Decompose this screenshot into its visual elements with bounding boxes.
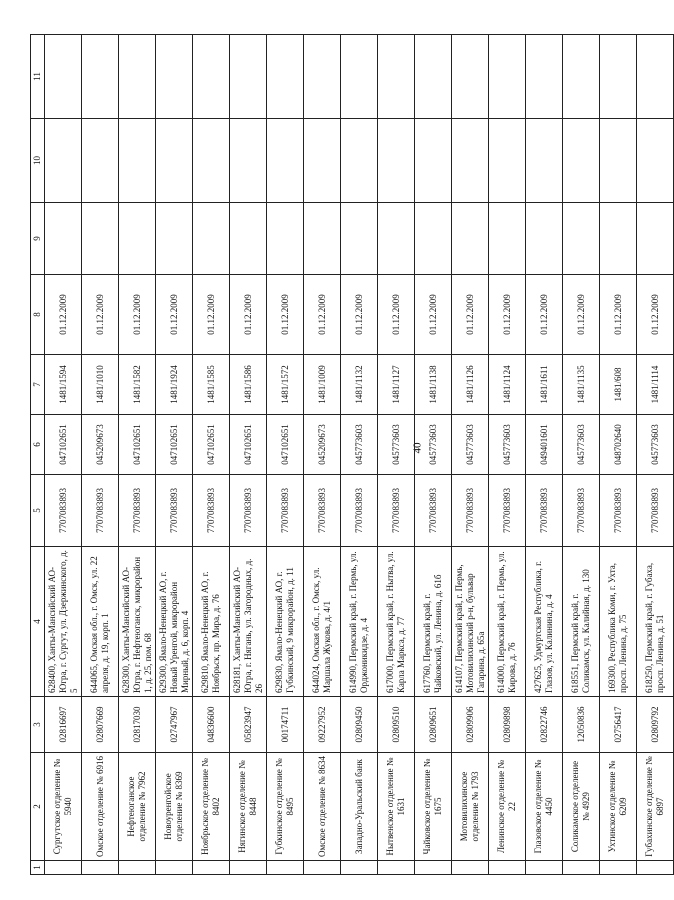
date-cell: 01.12.2009 — [378, 275, 415, 355]
empty-cell — [193, 35, 230, 119]
empty-cell — [637, 119, 674, 203]
empty-cell — [267, 203, 304, 275]
okpo-code-cell: 02747967 — [156, 697, 193, 753]
date-cell: 01.12.2009 — [82, 275, 119, 355]
inn-cell: 7707083893 — [45, 475, 82, 547]
branch-name-cell: Нягинское отделение № 8448 — [230, 753, 267, 861]
address-cell: 614000, Пермский край, г. Пермь, ул. Кирова, д. 76 — [489, 547, 526, 697]
table-row — [489, 35, 526, 875]
inn-cell: 7707083893 — [82, 475, 119, 547]
empty-cell — [378, 203, 415, 275]
empty-cell — [415, 119, 452, 203]
registration-number-cell: 1481/1010 — [82, 355, 119, 415]
empty-cell — [119, 35, 156, 119]
empty-cell — [45, 35, 82, 119]
registration-number-cell: 1481/1009 — [304, 355, 341, 415]
branch-name-cell: Нытвенское отделение № 1631 — [378, 753, 415, 861]
row-number-cell — [563, 861, 600, 875]
inn-cell: 7707083893 — [156, 475, 193, 547]
address-cell: 629830, Ямало-Ненецкий АО, г. Губкинский, 9 микрорайон, д. 11 — [267, 547, 304, 697]
column-header: 6 — [31, 415, 45, 475]
registration-number-cell: 1481/1586 — [230, 355, 267, 415]
branch-name-cell: Ленинское отделение № 22 — [489, 753, 526, 861]
bik-cell: 045209673 — [82, 415, 119, 475]
registration-number-cell: 1481/1594 — [45, 355, 82, 415]
empty-cell — [489, 203, 526, 275]
address-cell: 169300, Республика Коми, г. Ухта, просп. Ленина, д. 75 — [600, 547, 637, 697]
registration-number-cell: 1481/1124 — [489, 355, 526, 415]
branch-name-cell: Нефтеюганское отделение № 7962 — [119, 753, 156, 861]
empty-cell — [304, 119, 341, 203]
column-header: 3 — [31, 697, 45, 753]
branch-name-cell: Ухтинское отделение № 6209 — [600, 753, 637, 861]
bik-cell: 048702640 — [600, 415, 637, 475]
okpo-code-cell: 04836600 — [193, 697, 230, 753]
registration-number-cell: 1481/1126 — [452, 355, 489, 415]
okpo-code-cell: 02809510 — [378, 697, 415, 753]
address-cell: 629810, Ямало-Ненецкий АО, г. Ноябрьск, пр. Мира, д. 76 — [193, 547, 230, 697]
empty-cell — [230, 119, 267, 203]
bik-cell: 047102651 — [230, 415, 267, 475]
address-cell: 628181, Ханты-Мансийский АО-Югра, г. Нягань, ул. Загородных, д. 26 — [230, 547, 267, 697]
row-number-cell — [267, 861, 304, 875]
branch-name-cell: Губкинское отделение № 8495 — [267, 753, 304, 861]
inn-cell: 7707083893 — [230, 475, 267, 547]
table-row — [230, 35, 267, 875]
table-row — [119, 35, 156, 875]
inn-cell: 7707083893 — [563, 475, 600, 547]
row-number-cell — [82, 861, 119, 875]
date-cell: 01.12.2009 — [267, 275, 304, 355]
registration-number-cell: 1481/1114 — [637, 355, 674, 415]
empty-cell — [526, 35, 563, 119]
branches-table — [30, 34, 674, 875]
row-number-cell — [600, 861, 637, 875]
okpo-code-cell: 02756417 — [600, 697, 637, 753]
row-number-cell — [526, 861, 563, 875]
empty-cell — [600, 119, 637, 203]
address-cell: 644065, Омская обл., г. Омск, ул. 22 апреля, д. 19, корп. 1 — [82, 547, 119, 697]
branch-name-cell: Глазовское отделение № 4450 — [526, 753, 563, 861]
page-number: 40 — [411, 442, 424, 454]
empty-cell — [82, 119, 119, 203]
rotated-table-container — [30, 35, 665, 875]
bik-cell: 049401601 — [526, 415, 563, 475]
registration-number-cell: 1481/1135 — [563, 355, 600, 415]
row-number-cell — [230, 861, 267, 875]
table-row — [378, 35, 415, 875]
date-cell: 01.12.2009 — [452, 275, 489, 355]
okpo-code-cell: 02822746 — [526, 697, 563, 753]
branch-name-cell: Ноябрьское отделение № 8402 — [193, 753, 230, 861]
bik-cell: 045773603 — [637, 415, 674, 475]
registration-number-cell: 1481/608 — [600, 355, 637, 415]
column-header: 5 — [31, 475, 45, 547]
column-header: 1 — [31, 861, 45, 875]
inn-cell: 7707083893 — [193, 475, 230, 547]
empty-cell — [489, 119, 526, 203]
empty-cell — [452, 35, 489, 119]
table-row — [267, 35, 304, 875]
branch-name-cell: Новоуренгойское отделение № 8369 — [156, 753, 193, 861]
table-row — [341, 35, 378, 875]
table-row — [156, 35, 193, 875]
branch-name-cell: Сургутское отделение № 5940 — [45, 753, 82, 861]
registration-number-cell: 1481/1924 — [156, 355, 193, 415]
okpo-code-cell: 12050836 — [563, 697, 600, 753]
column-header: 7 — [31, 355, 45, 415]
bik-cell: 045209673 — [304, 415, 341, 475]
empty-cell — [563, 35, 600, 119]
date-cell: 01.12.2009 — [119, 275, 156, 355]
bik-cell: 045773603 — [378, 415, 415, 475]
column-header: 9 — [31, 203, 45, 275]
row-number-cell — [378, 861, 415, 875]
empty-cell — [378, 119, 415, 203]
branch-name-cell: Мотовилихинское отделение № 1793 — [452, 753, 489, 861]
table-body — [45, 35, 674, 875]
inn-cell: 7707083893 — [341, 475, 378, 547]
column-header: 11 — [31, 35, 45, 119]
row-number-cell — [193, 861, 230, 875]
inn-cell: 7707083893 — [378, 475, 415, 547]
column-header: 10 — [31, 119, 45, 203]
okpo-code-cell: 02809651 — [415, 697, 452, 753]
inn-cell: 7707083893 — [119, 475, 156, 547]
inn-cell: 7707083893 — [267, 475, 304, 547]
empty-cell — [45, 203, 82, 275]
registration-number-cell: 1481/1611 — [526, 355, 563, 415]
table-row — [82, 35, 119, 875]
date-cell: 01.12.2009 — [45, 275, 82, 355]
address-cell: 618551, Пермский край, г. Соликамск, ул. Калийная, д. 130 — [563, 547, 600, 697]
empty-cell — [341, 203, 378, 275]
bik-cell: 045773603 — [563, 415, 600, 475]
empty-cell — [378, 35, 415, 119]
empty-cell — [45, 119, 82, 203]
empty-cell — [600, 35, 637, 119]
address-cell: 427625, Удмуртская Республика, г. Глазов, ул. Калинина, д. 4 — [526, 547, 563, 697]
bik-cell: 047102651 — [267, 415, 304, 475]
okpo-code-cell: 02809906 — [452, 697, 489, 753]
address-cell: 617760, Пермский край, г. Чайковский, ул. Ленина, д. 61б — [415, 547, 452, 697]
empty-cell — [563, 203, 600, 275]
empty-cell — [230, 35, 267, 119]
date-cell: 01.12.2009 — [637, 275, 674, 355]
inn-cell: 7707083893 — [415, 475, 452, 547]
empty-cell — [119, 119, 156, 203]
date-cell: 01.12.2009 — [304, 275, 341, 355]
registration-number-cell: 1481/1585 — [193, 355, 230, 415]
registration-number-cell: 1481/1582 — [119, 355, 156, 415]
date-cell: 01.12.2009 — [415, 275, 452, 355]
empty-cell — [193, 119, 230, 203]
inn-cell: 7707083893 — [600, 475, 637, 547]
table-row — [452, 35, 489, 875]
address-cell: 629300, Ямало-Ненецкий АО, г. Новый Уренгой, микрорайон Мирный, д. 6, корп. 4 — [156, 547, 193, 697]
empty-cell — [600, 203, 637, 275]
branch-name-cell: Чайковское отделение № 1675 — [415, 753, 452, 861]
empty-cell — [193, 203, 230, 275]
registration-number-cell: 1481/1138 — [415, 355, 452, 415]
row-number-cell — [156, 861, 193, 875]
okpo-code-cell: 00174711 — [267, 697, 304, 753]
empty-cell — [230, 203, 267, 275]
empty-cell — [304, 203, 341, 275]
inn-cell: 7707083893 — [489, 475, 526, 547]
empty-cell — [82, 203, 119, 275]
header-row — [31, 35, 45, 875]
okpo-code-cell: 02809898 — [489, 697, 526, 753]
okpo-code-cell: 02807669 — [82, 697, 119, 753]
address-cell: 644024, Омская обл., г. Омск, ул. Маршала Жукова, д. 4/1 — [304, 547, 341, 697]
address-cell: 628300, Ханты-Мансийский АО-Югра, г. Нефтеюганск, микрорайон 1, д. 25, пом. 68 — [119, 547, 156, 697]
okpo-code-cell: 02809450 — [341, 697, 378, 753]
row-number-cell — [637, 861, 674, 875]
bik-cell: 047102651 — [45, 415, 82, 475]
table-row — [563, 35, 600, 875]
row-number-cell — [119, 861, 156, 875]
inn-cell: 7707083893 — [637, 475, 674, 547]
row-number-cell — [341, 861, 378, 875]
branch-name-cell: Губахинское отделение № 6897 — [637, 753, 674, 861]
empty-cell — [341, 119, 378, 203]
branch-name-cell: Соликамское отделение № 4929 — [563, 753, 600, 861]
empty-cell — [156, 35, 193, 119]
date-cell: 01.12.2009 — [563, 275, 600, 355]
bik-cell: 047102651 — [193, 415, 230, 475]
empty-cell — [489, 35, 526, 119]
empty-cell — [526, 203, 563, 275]
bik-cell: 045773603 — [489, 415, 526, 475]
inn-cell: 7707083893 — [526, 475, 563, 547]
empty-cell — [156, 203, 193, 275]
table-row — [600, 35, 637, 875]
date-cell: 01.12.2009 — [156, 275, 193, 355]
date-cell: 01.12.2009 — [230, 275, 267, 355]
table-row — [415, 35, 452, 875]
address-cell: 628400, Ханты-Мансийский АО-Югра, г. Сургут, ул. Дзержинского, д. 5 — [45, 547, 82, 697]
row-number-cell — [304, 861, 341, 875]
table-row — [45, 35, 82, 875]
address-cell: 617000, Пермский край, г. Нытва, ул. Карла Маркса, д. 77 — [378, 547, 415, 697]
date-cell: 01.12.2009 — [526, 275, 563, 355]
address-cell: 618250, Пермский край, г. Губаха, просп. Ленина, д. 51 — [637, 547, 674, 697]
okpo-code-cell: 02809792 — [637, 697, 674, 753]
date-cell: 01.12.2009 — [489, 275, 526, 355]
okpo-code-cell: 09227952 — [304, 697, 341, 753]
address-cell: 614990, Пермский край, г. Пермь, ул. Орджоникидзе, д. 4 — [341, 547, 378, 697]
registration-number-cell: 1481/1127 — [378, 355, 415, 415]
row-number-cell — [415, 861, 452, 875]
date-cell: 01.12.2009 — [341, 275, 378, 355]
empty-cell — [267, 35, 304, 119]
column-header: 4 — [31, 547, 45, 697]
empty-cell — [156, 119, 193, 203]
registration-number-cell: 1481/1132 — [341, 355, 378, 415]
inn-cell: 7707083893 — [304, 475, 341, 547]
row-number-cell — [45, 861, 82, 875]
okpo-code-cell: 05823947 — [230, 697, 267, 753]
empty-cell — [267, 119, 304, 203]
row-number-cell — [452, 861, 489, 875]
table-row — [304, 35, 341, 875]
empty-cell — [304, 35, 341, 119]
empty-cell — [452, 203, 489, 275]
table-row — [526, 35, 563, 875]
empty-cell — [119, 203, 156, 275]
empty-cell — [563, 119, 600, 203]
empty-cell — [637, 203, 674, 275]
address-cell: 614107, Пермский край, г. Пермь, Мотовилихинский р-н, бульвар Гагарина, д. 65а — [452, 547, 489, 697]
date-cell: 01.12.2009 — [193, 275, 230, 355]
table-row — [193, 35, 230, 875]
empty-cell — [82, 35, 119, 119]
empty-cell — [452, 119, 489, 203]
branch-name-cell: Западно-Уральский банк — [341, 753, 378, 861]
column-header: 8 — [31, 275, 45, 355]
date-cell: 01.12.2009 — [600, 275, 637, 355]
bik-cell: 047102651 — [156, 415, 193, 475]
bik-cell: 047102651 — [119, 415, 156, 475]
okpo-code-cell: 02816697 — [45, 697, 82, 753]
empty-cell — [415, 203, 452, 275]
bik-cell: 045773603 — [415, 415, 452, 475]
column-header: 2 — [31, 753, 45, 861]
empty-cell — [637, 35, 674, 119]
registration-number-cell: 1481/1572 — [267, 355, 304, 415]
bik-cell: 045773603 — [341, 415, 378, 475]
table-row — [637, 35, 674, 875]
branch-name-cell: Омское отделение № 8634 — [304, 753, 341, 861]
inn-cell: 7707083893 — [452, 475, 489, 547]
bik-cell: 045773603 — [452, 415, 489, 475]
row-number-cell — [489, 861, 526, 875]
empty-cell — [341, 35, 378, 119]
okpo-code-cell: 02817030 — [119, 697, 156, 753]
branch-name-cell: Омское отделение № 6916 — [82, 753, 119, 861]
empty-cell — [526, 119, 563, 203]
empty-cell — [415, 35, 452, 119]
